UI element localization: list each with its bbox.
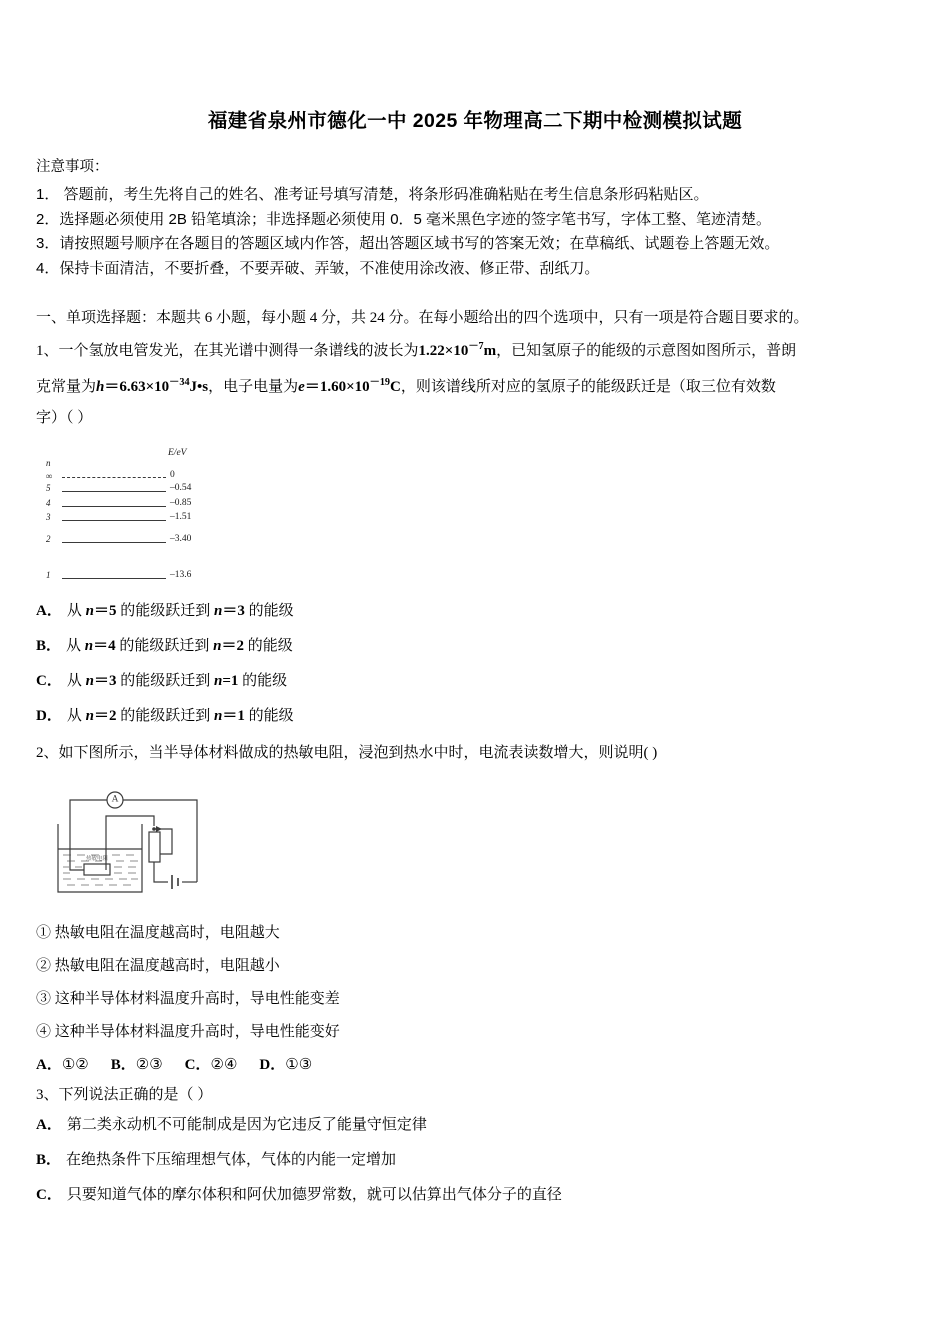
q1-lambda-unit: m — [483, 343, 497, 359]
q1-e-unit: C — [390, 379, 401, 395]
notice-item: 2．选择题必须使用 2B 铅笔填涂；非选择题必须使用 0．5 毫米黑色字迹的签字笔书写，字体工整、笔迹清楚。 — [36, 210, 772, 228]
option-text: 只要知道气体的摩尔体积和阿伏加德罗常数，就可以估算出气体分子的直径 — [66, 1187, 562, 1203]
option-label: C． — [36, 673, 62, 689]
level-n-label: 4 — [46, 498, 51, 508]
level-energy-label: –3.40 — [170, 534, 192, 544]
q1-e-exponent: －19 — [369, 377, 391, 388]
option-symbol-n2: n — [213, 708, 223, 724]
level-energy-label: –0.54 — [170, 483, 192, 493]
option-text-post: 的能级 — [244, 708, 294, 724]
option-text-mid: 的能级跃迁到 — [116, 708, 214, 724]
q2-statement-3: ③ 这种半导体材料温度升高时，导电性能变差 — [36, 991, 340, 1007]
option-text-pre: 从 — [66, 673, 86, 689]
option-eq-1: ＝3 — [93, 673, 117, 689]
option-label: B． — [36, 1152, 62, 1168]
q1-stem-part-5: ，则该谱线所对应的氢原子的能级跃迁是（取三位有效数 — [400, 379, 776, 395]
q2-statement-4: ④ 这种半导体材料温度升高时，导电性能变好 — [36, 1024, 340, 1040]
option-label: D． — [259, 1057, 286, 1073]
energy-level-line — [62, 578, 166, 579]
option-text-mid: 的能级跃迁到 — [115, 638, 214, 654]
rheostat-wiper-wire — [155, 829, 172, 854]
question-1-stem-line2 — [36, 367, 914, 403]
thermistor-circuit-diagram — [50, 782, 220, 907]
question-1-stem — [36, 331, 914, 367]
q1-h-exponent: －34 — [169, 377, 190, 388]
ammeter-letter-label: A — [111, 794, 119, 805]
option-label: B． — [36, 638, 62, 654]
notice-list — [36, 183, 914, 281]
option-text-post: 的能级 — [238, 673, 288, 689]
option-eq-2: =1 — [222, 673, 239, 689]
energy-level-line — [62, 491, 166, 492]
page-title: 福建省泉州市德化一中 2025 年物理高二下期中检测模拟试题 — [207, 110, 743, 132]
option-label: A． — [36, 603, 62, 619]
rheostat-arrow-icon — [156, 826, 162, 832]
option-eq-1: ＝5 — [93, 603, 117, 619]
q2-option-c[interactable] — [185, 1057, 238, 1073]
option-value: ①② — [61, 1057, 89, 1073]
energy-level-diagram — [44, 448, 244, 588]
level-n-label: 1 — [46, 570, 51, 580]
option-label: A． — [36, 1057, 62, 1073]
option-symbol-n2: n — [213, 603, 223, 619]
option-value: ①③ — [285, 1057, 313, 1073]
option-symbol-n2: n — [213, 673, 223, 689]
option-label: B． — [110, 1057, 136, 1073]
option-eq-2: ＝1 — [222, 708, 245, 724]
option-text-post: 的能级 — [244, 638, 293, 654]
q2-option-d[interactable] — [259, 1057, 312, 1073]
energy-axis-label: E/eV — [168, 448, 187, 458]
wire-left-to-ammeter — [70, 800, 107, 840]
level-n-label: 2 — [46, 534, 51, 544]
q1-symbol-e: e — [298, 379, 305, 395]
q1-option-d[interactable] — [36, 699, 914, 734]
wire-right-electrode-to-rheostat — [106, 816, 154, 870]
option-text: 在绝热条件下压缩理想气体，气体的内能一定增加 — [66, 1152, 397, 1168]
option-text-mid: 的能级跃迁到 — [116, 603, 214, 619]
option-text-post: 的能级 — [244, 603, 294, 619]
option-label: C． — [184, 1057, 211, 1073]
level-n-label: 5 — [46, 483, 51, 493]
level-energy-label: –1.51 — [170, 512, 192, 522]
n-axis-label: n — [46, 458, 51, 468]
q1-lambda-exponent: －7 — [468, 341, 484, 352]
question-3-stem: 3、下列说法正确的是（ ） — [36, 1087, 213, 1103]
energy-level-line — [62, 477, 166, 478]
q3-option-a[interactable] — [36, 1108, 914, 1143]
q1-h-value: ＝6.63×10 — [104, 379, 170, 395]
level-energy-label: –13.6 — [170, 570, 192, 580]
thermistor-text-label: 热敏电阻 — [85, 856, 109, 862]
notice-heading: 注意事项： — [36, 159, 109, 175]
option-eq-1: ＝4 — [93, 638, 116, 654]
notice-item: 3．请按照题号顺序在各题目的答题区域内作答，超出答题区域书写的答案无效；在草稿纸、试题卷上答题无效。 — [36, 235, 780, 252]
level-n-label: ∞ — [46, 471, 53, 481]
level-energy-label: –0.85 — [170, 498, 192, 508]
option-text-mid: 的能级跃迁到 — [116, 673, 214, 689]
q1-stem-part-1: 1、一个氢放电管发光，在其光谱中测得一条谱线的波长为 — [36, 343, 419, 359]
option-symbol-n2: n — [213, 638, 222, 654]
rheostat-terminal-dot — [152, 827, 156, 831]
notice-item: 1． 答题前，考生先将自己的姓名、准考证号填写清楚，将条形码准确粘贴在考生信息条形码粘贴区。 — [36, 186, 709, 203]
q3-option-b[interactable] — [36, 1143, 914, 1178]
q1-stem-part-4: ，电子电量为 — [208, 379, 299, 395]
energy-level-line — [62, 542, 166, 543]
option-label: C． — [36, 1187, 62, 1203]
level-n-label: 3 — [46, 512, 51, 522]
q2-statement-1: ① 热敏电阻在温度越高时，电阻越大 — [36, 925, 280, 941]
q2-option-row — [36, 1049, 914, 1082]
q1-option-a[interactable] — [36, 594, 914, 629]
option-symbol-n: n — [85, 673, 94, 689]
q1-symbol-h: h — [96, 379, 105, 395]
q1-lambda-value: 1.22×10 — [418, 343, 469, 359]
option-label: D． — [36, 708, 62, 724]
q1-h-unit: J•s — [189, 379, 209, 395]
q3-option-c[interactable] — [36, 1178, 914, 1213]
option-symbol-n: n — [84, 638, 94, 654]
energy-level-line — [62, 506, 166, 507]
option-value: ②③ — [135, 1057, 163, 1073]
notice-item: 4．保持卡面清洁，不要折叠，不要弄破、弄皱，不准使用涂改液、修正带、刮纸刀。 — [36, 259, 600, 277]
option-symbol-n: n — [85, 603, 94, 619]
q2-option-a[interactable] — [36, 1057, 89, 1073]
q2-statement-2: ② 热敏电阻在温度越高时，电阻越小 — [36, 958, 280, 974]
q1-stem-part-3: 克常量为 — [36, 379, 97, 395]
q1-stem-part-2: ，已知氢原子的能级的示意图如图所示，普朗 — [496, 343, 797, 359]
option-text: 第二类永动机不可能制成是因为它违反了能量守恒定律 — [66, 1117, 427, 1133]
rheostat-body — [149, 832, 160, 862]
section-heading: 一、单项选择题：本题共 6 小题，每小题 4 分，共 24 分。在每小题给出的四个选项中，只有一项是符合题目要求的。 — [36, 310, 809, 326]
energy-level-line — [62, 520, 166, 521]
q1-option-c[interactable] — [36, 664, 914, 699]
q2-option-b[interactable] — [111, 1057, 163, 1073]
question-1-stem-line3: 字）（ ） — [36, 410, 93, 426]
wire-rheostat-to-battery — [154, 862, 168, 882]
circuit-svg — [50, 782, 220, 907]
option-eq-2: ＝2 — [221, 638, 245, 654]
option-eq-1: ＝2 — [93, 708, 117, 724]
option-value: ②④ — [210, 1057, 238, 1073]
option-text-pre: 从 — [66, 708, 86, 724]
option-text-pre: 从 — [66, 603, 86, 619]
q1-option-b[interactable] — [36, 629, 914, 664]
question-2-stem: 2、如下图所示，当半导体材料做成的热敏电阻，浸泡到热水中时，电流表读数增大，则说明( ) — [36, 745, 658, 761]
option-text-pre: 从 — [66, 638, 85, 654]
q1-e-value: ＝1.60×10 — [304, 379, 370, 395]
option-symbol-n: n — [85, 708, 94, 724]
option-eq-2: ＝3 — [222, 603, 245, 619]
option-label: A． — [36, 1117, 62, 1133]
level-energy-label: 0 — [170, 470, 175, 480]
